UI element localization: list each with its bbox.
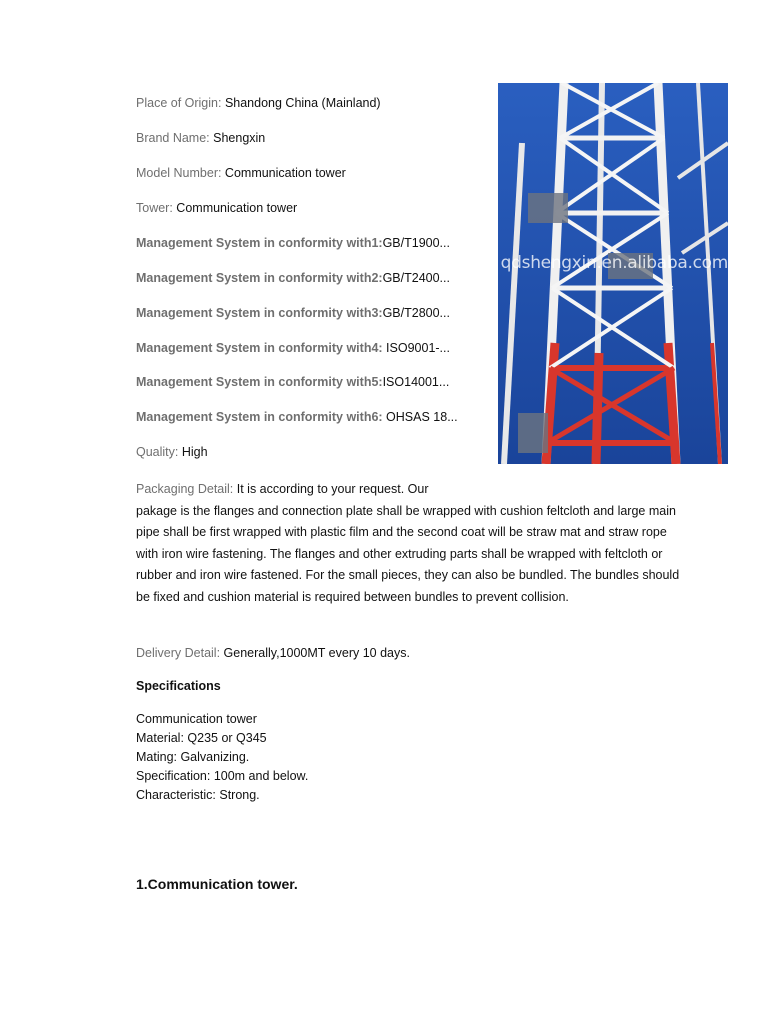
attribute-label: Management System in conformity with2: (136, 271, 383, 285)
attribute-row (136, 200, 297, 216)
attribute-label: Place of Origin: (136, 96, 222, 110)
attribute-row (136, 235, 450, 251)
attribute-label: Management System in conformity with3: (136, 306, 383, 320)
attribute-value: Communication tower (172, 201, 298, 215)
attribute-label: Quality: (136, 445, 179, 459)
delivery-label: Delivery Detail: (136, 646, 221, 660)
attribute-row (136, 340, 450, 356)
packaging-label: Packaging Detail: (136, 482, 234, 496)
attribute-value: OHSAS 18... (382, 410, 458, 424)
spec-line: Communication tower (136, 712, 257, 726)
attribute-value: GB/T2400... (382, 271, 450, 285)
attribute-row (136, 95, 381, 111)
attribute-value: Shandong China (Mainland) (221, 96, 381, 110)
attribute-value: ISO9001-... (382, 341, 450, 355)
attribute-row (136, 305, 450, 321)
tower-photo (498, 83, 728, 464)
attribute-label: Brand Name: (136, 131, 210, 145)
spec-line: Mating: Galvanizing. (136, 750, 250, 764)
attribute-label: Model Number: (136, 166, 222, 180)
attribute-row (136, 409, 458, 425)
attribute-label: Management System in conformity with6: (136, 410, 383, 424)
delivery-detail (136, 645, 410, 661)
spec-line: Characteristic: Strong. (136, 788, 260, 802)
packaging-first-line: It is according to your request. Our (233, 482, 429, 496)
section-title: 1.Communication tower. (136, 876, 298, 892)
attribute-row (136, 444, 208, 460)
attribute-label: Management System in conformity with1: (136, 236, 383, 250)
attribute-value: GB/T2800... (382, 306, 450, 320)
attribute-label: Management System in conformity with4: (136, 341, 383, 355)
photo-watermark: qdshengxin.en.alibaba.com (500, 253, 728, 273)
attribute-row (136, 130, 265, 146)
attribute-value: Communication tower (221, 166, 346, 180)
attribute-value: GB/T1900... (382, 236, 450, 250)
attribute-value: ISO14001... (382, 375, 450, 389)
attribute-row (136, 165, 346, 181)
tower-illustration (498, 83, 728, 464)
packaging-detail (136, 479, 681, 608)
spec-line: Specification: 100m and below. (136, 769, 309, 783)
attribute-label: Management System in conformity with5: (136, 375, 383, 389)
delivery-value: Generally,1000MT every 10 days. (220, 646, 410, 660)
spec-line: Material: Q235 or Q345 (136, 731, 267, 745)
attribute-label: Tower: (136, 201, 173, 215)
attribute-value: Shengxin (209, 131, 266, 145)
packaging-body: pakage is the flanges and connection plate shall be wrapped with cushion feltcloth and large main pipe shall be first wrapped with plastic film and the second coat will be straw mat and straw rope with iron wire fastening. The flanges and other extruding parts shall be wrapped with feltcloth or rubber and iron wire fastened. For the small pieces, they can also be bundled. The bundles should be fixed and cushion material is required between bundles to prevent collision. (136, 503, 680, 604)
attribute-value: High (178, 445, 208, 459)
specifications-heading: Specifications (136, 679, 221, 693)
specifications-list (136, 710, 308, 805)
attribute-row (136, 270, 450, 286)
attribute-row (136, 374, 449, 390)
